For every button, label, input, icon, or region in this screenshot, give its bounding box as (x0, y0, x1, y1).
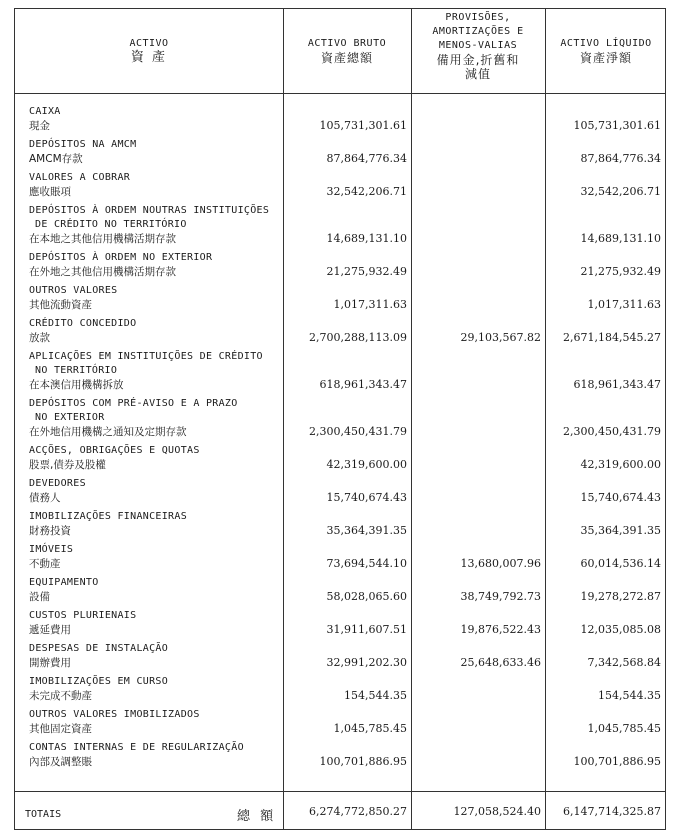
row-label-pt: DEPÓSITOS NA AMCM (29, 139, 137, 150)
row-label-pt: DESPESAS DE INSTALAÇÃO (29, 643, 169, 654)
totals-divider (15, 791, 665, 792)
activo-liquido-value: 14,689,131.10 (580, 232, 661, 245)
activo-liquido-value: 21,275,932.49 (580, 265, 661, 278)
row-label-pt: DEPÓSITOS À ORDEM NO EXTERIOR (29, 252, 213, 263)
activo-bruto-value: 73,694,544.10 (326, 557, 407, 570)
activo-bruto-value: 35,364,391.35 (326, 524, 407, 537)
activo-liquido-value: 32,542,206.71 (580, 185, 661, 198)
table-row (15, 350, 665, 397)
row-label (29, 708, 200, 736)
activo-bruto-value: 58,028,065.60 (326, 590, 407, 603)
row-label-pt: CONTAS INTERNAS E DE REGULARIZAÇÃO (29, 742, 244, 753)
table-row (15, 708, 665, 741)
table-row (15, 675, 665, 708)
table-row (15, 609, 665, 642)
header-bruto-pt: ACTIVO BRUTO (307, 38, 387, 49)
table-row (15, 543, 665, 576)
row-label-pt: OUTROS VALORES IMOBILIZADOS (29, 709, 200, 720)
row-label-zh: 設備 (29, 591, 50, 603)
row-label-zh: 在本地之其他信用機構活期存款 (29, 233, 176, 245)
row-label-pt: CUSTOS PLURIENAIS (29, 610, 137, 621)
table-row (15, 105, 665, 138)
activo-bruto-value: 42,319,600.00 (326, 458, 407, 471)
activo-liquido-value: 154,544.35 (598, 689, 661, 702)
row-label-pt: DEPÓSITOS COM PRÉ-AVISO E A PRAZO (29, 398, 238, 409)
header-liquido-zh: 資產淨額 (579, 51, 632, 65)
row-label (29, 444, 200, 472)
header-activo-pt: ACTIVO (129, 38, 169, 49)
row-label (29, 510, 187, 538)
row-label-zh: 遞延費用 (29, 624, 71, 636)
activo-liquido-value: 19,278,272.87 (580, 590, 661, 603)
activo-bruto-value: 32,542,206.71 (326, 185, 407, 198)
header-divider (15, 93, 665, 94)
row-label-zh: 內部及調整賬 (29, 756, 92, 768)
row-label (29, 609, 136, 637)
row-label (29, 397, 238, 439)
totals-row (15, 799, 665, 829)
row-label-pt: EQUIPAMENTO (29, 577, 99, 588)
provisoes-value: 25,648,633.46 (460, 656, 541, 669)
header-provisoes-pt1: PROVISÕES, (445, 12, 511, 23)
activo-bruto-value: 21,275,932.49 (326, 265, 407, 278)
row-label (29, 576, 99, 604)
table-row (15, 171, 665, 204)
row-label (29, 317, 136, 345)
activo-liquido-value: 618,961,343.47 (573, 378, 661, 391)
table-row (15, 284, 665, 317)
header-liquido (545, 37, 667, 65)
activo-liquido-value: 35,364,391.35 (580, 524, 661, 537)
header-provisoes-pt3: MENOS-VALIAS (438, 40, 518, 51)
row-label-pt: CAIXA (29, 106, 61, 117)
provisoes-value: 29,103,567.82 (460, 331, 541, 344)
header-provisoes-pt2: AMORTIZAÇÕES E (432, 26, 524, 37)
row-label-zh: 在本澳信用機構拆放 (29, 379, 124, 391)
totals-label-zh: 總 額 (237, 809, 277, 824)
row-label-pt: OUTROS VALORES (29, 285, 118, 296)
table-row (15, 642, 665, 675)
activo-bruto-value: 105,731,301.61 (319, 119, 407, 132)
totals-provisoes-value: 127,058,524.40 (453, 805, 541, 818)
table-row (15, 477, 665, 510)
row-label-pt: VALORES A COBRAR (29, 172, 131, 183)
activo-liquido-value: 12,035,085.08 (580, 623, 661, 636)
row-label-zh: 債務人 (29, 492, 61, 504)
table-row (15, 138, 665, 171)
row-label-zh: 現金 (29, 120, 50, 132)
row-label-zh: 其他流動資產 (29, 299, 92, 311)
header-activo-zh: 資 產 (130, 50, 168, 65)
row-label-pt-line2: DE CRÉDITO NO TERRITÓRIO (35, 219, 187, 230)
activo-bruto-value: 87,864,776.34 (326, 152, 407, 165)
row-label-pt-line2: NO EXTERIOR (35, 412, 105, 423)
activo-bruto-value: 15,740,674.43 (326, 491, 407, 504)
table-row (15, 576, 665, 609)
row-label (29, 251, 212, 279)
activo-liquido-value: 15,740,674.43 (580, 491, 661, 504)
row-label-pt: APLICAÇÕES EM INSTITUIÇÕES DE CRÉDITO (29, 351, 263, 362)
header-provisoes-zh2: 減值 (464, 67, 491, 81)
header-provisoes (411, 11, 545, 81)
row-label-zh: 開辦費用 (29, 657, 71, 669)
activo-liquido-value: 2,300,450,431.79 (563, 425, 661, 438)
activo-liquido-value: 87,864,776.34 (580, 152, 661, 165)
provisoes-value: 19,876,522.43 (460, 623, 541, 636)
row-label (29, 642, 168, 670)
table-row (15, 251, 665, 284)
row-label (29, 350, 263, 392)
activo-liquido-value: 1,017,311.63 (587, 298, 661, 311)
activo-liquido-value: 1,045,785.45 (587, 722, 661, 735)
activo-bruto-value: 100,701,886.95 (319, 755, 407, 768)
row-label-zh: 應收賬項 (29, 186, 71, 198)
activo-liquido-value: 60,014,536.14 (580, 557, 661, 570)
row-label-pt: DEVEDORES (29, 478, 86, 489)
row-label (29, 675, 168, 703)
activo-bruto-value: 14,689,131.10 (326, 232, 407, 245)
row-label (29, 171, 130, 199)
activo-bruto-value: 2,300,450,431.79 (309, 425, 407, 438)
row-label-pt: DEPÓSITOS À ORDEM NOUTRAS INSTITUIÇÕES (29, 205, 270, 216)
row-label-zh: AMCM存款 (29, 153, 83, 165)
table-row (15, 317, 665, 350)
activo-liquido-value: 7,342,568.84 (587, 656, 661, 669)
activo-bruto-value: 618,961,343.47 (319, 378, 407, 391)
activo-liquido-value: 105,731,301.61 (573, 119, 661, 132)
row-label (29, 284, 118, 312)
activo-liquido-value: 2,671,184,545.27 (563, 331, 661, 344)
row-label-pt-line2: NO TERRITÓRIO (35, 365, 118, 376)
activo-bruto-value: 1,045,785.45 (333, 722, 407, 735)
header-bruto (283, 37, 411, 65)
activo-bruto-value: 1,017,311.63 (333, 298, 407, 311)
table-row (15, 741, 665, 774)
header-provisoes-zh1: 備用金,折舊和 (436, 53, 520, 67)
activo-bruto-value: 154,544.35 (344, 689, 407, 702)
activo-liquido-value: 42,319,600.00 (580, 458, 661, 471)
table-row (15, 510, 665, 543)
row-label-zh: 財務投資 (29, 525, 71, 537)
row-label-zh: 放款 (29, 332, 50, 344)
balance-sheet-table (14, 8, 666, 830)
row-label (29, 741, 244, 769)
row-label-pt: IMÓVEIS (29, 544, 74, 555)
activo-bruto-value: 31,911,607.51 (326, 623, 407, 636)
provisoes-value: 38,749,792.73 (460, 590, 541, 603)
row-label-zh: 其他固定資產 (29, 723, 92, 735)
row-label-pt: CRÉDITO CONCEDIDO (29, 318, 137, 329)
header-activo (15, 37, 283, 65)
activo-bruto-value: 32,991,202.30 (326, 656, 407, 669)
activo-bruto-value: 2,700,288,113.09 (309, 331, 407, 344)
table-row (15, 397, 665, 444)
header-liquido-pt: ACTIVO LÍQUIDO (560, 38, 652, 49)
row-label-zh: 不動產 (29, 558, 61, 570)
table-row (15, 444, 665, 477)
totals-label-pt: TOTAIS (25, 809, 62, 820)
row-label-zh: 未完成不動產 (29, 690, 92, 702)
row-label-zh: 在外地信用機構之通知及定期存款 (29, 426, 187, 438)
row-label (29, 105, 61, 133)
provisoes-value: 13,680,007.96 (460, 557, 541, 570)
row-label (29, 204, 269, 246)
activo-liquido-value: 100,701,886.95 (573, 755, 661, 768)
header-bruto-zh: 資產總額 (320, 51, 373, 65)
totals-bruto-value: 6,274,772,850.27 (309, 805, 407, 818)
row-label (29, 477, 86, 505)
row-label (29, 543, 73, 571)
row-label-pt: IMOBILIZAÇÕES EM CURSO (29, 676, 169, 687)
row-label (29, 138, 136, 166)
totals-liquido-value: 6,147,714,325.87 (563, 805, 661, 818)
row-label-pt: ACÇÕES, OBRIGAÇÕES E QUOTAS (29, 445, 200, 456)
row-label-zh: 股票,債券及股權 (29, 459, 106, 471)
table-row (15, 204, 665, 251)
row-label-zh: 在外地之其他信用機構活期存款 (29, 266, 176, 278)
row-label-pt: IMOBILIZAÇÕES FINANCEIRAS (29, 511, 188, 522)
